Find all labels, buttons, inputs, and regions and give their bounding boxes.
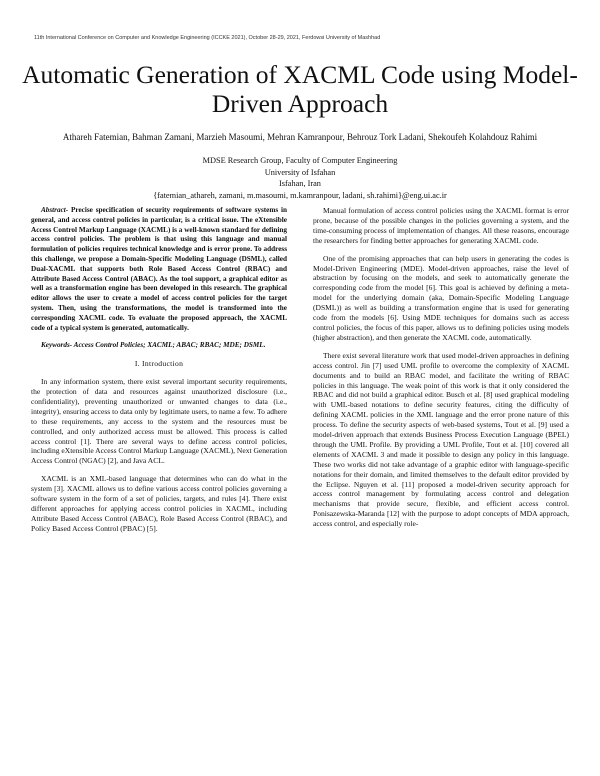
paper-title: Automatic Generation of XACML Code using Model-Driven Approach	[22, 60, 578, 118]
abstract-lead: Abstract-	[41, 206, 69, 214]
affiliation-university: University of Isfahan	[264, 167, 336, 177]
body-paragraph-1: Manual formulation of access control policies using the XACML format is error prone, because of the possible changes in the policies governing a system, and the time-consuming process of implementation of changes. All these reasons, encourage the researchers for finding better approaches for generating XACML code.	[313, 206, 569, 245]
keywords: Keywords- Access Control Policies; XACML; ABAC; RBAC; MDE; DSML.	[41, 341, 266, 350]
abstract-body: Precise specification of security requirements of software systems in general, and access control policies in particular, is a critical issue. The eXtensible Access Control Markup Language (XACML) is a well-known standard for defining access control policies. The problem is that using this language and manual formulation of policies requires technical knowledge and is error prone. To address this challenge, we propose a Domain-Specific Modeling Language (DSML), called Dual-XACML that supports both Role Based Access Control (RBAC) and Attribute Based Access Control (ABAC). As the tool support, a graphical editor as well as a transformation engine has been developed in this research. The graphical editor allows the user to create a model of access control policies for the target system. Then, using the transformations, the model is transformed into the corresponding XACML code. To evaluate the proposed approach, the XACML code of a typical system is generated, automatically.	[31, 206, 287, 332]
affiliation-group: MDSE Research Group, Faculty of Computer Engineering	[202, 156, 398, 165]
affiliation-block	[100, 155, 500, 201]
conference-header: 11th International Conference on Computer and Knowledge Engineering (ICCKE 2021), October 28-29, 2021, Ferdowsi University of Mashhad	[34, 35, 381, 41]
section-heading-introduction: I. Introduction	[134, 359, 184, 369]
body-paragraph-2: One of the promising approaches that can help users in generating the codes is Model-Driven Engineering (MDE). Model-driven approaches, raise the level of abstraction by focusing on the models, and seek to automatically generate the corresponding code from the model [6]. This goal is achieved by defining a meta-model for the underlying domain (aka, Domain-Specific Modeling Language (DSML)) as well as building a transformation engine that is used for generating code from the models [6]. Using MDE techniques for domains such as access control policies, the focus of this paper, allows us to defining policies using models (higher abstraction), and then generate the XACML code, automatically.	[313, 253, 569, 342]
affiliation-emails: {fatemian_athareh, zamani, m.masoumi, m.kamranpour, ladani, sh.rahimi}@eng.ui.ac.ir	[153, 190, 447, 200]
intro-paragraph-2: XACML is an XML-based language that determines who can do what in the system [3]. XACML allows us to define various access control policies governing a software system in the form of a set of policies, targets, and rules [4]. There exist different approaches for applying access control policies in XACML, including Attribute Based Access Control (ABAC), Role Based Access Control (RBAC), and Policy Based Access Control (PBAC) [5].	[31, 474, 287, 533]
affiliation-city: Isfahan, Iran	[279, 179, 321, 188]
body-paragraph-3: There exist several literature work that used model-driven approaches in defining access control. Jin [7] used UML profile to overcome the complexity of XACML documents and to build an RBAC model, and facilitate the writing of RBAC policies in this language. The weak point of this work is that it only considered the RBAC and did not build a graphical editor. Busch et al. [8] used graphical modeling with UML-based notations to define security features, citing the difficulty of defining XACML policies in the XML language and the error prone nature of this process. To define the security aspects of web-based systems, Tout et al. [9] used a model-driven approach that extends Business Process Execution Language (BPEL) through the UML Profile. By providing a UML Profile, Tout et al. [10] covered all elements of XACML 3 and made it possible to design any policy in this language. These two works did not take advantage of a graphic editor with language-specific notations for their domain, and limited themselves to the default editor provided by the Eclipse. Nguyen et al. [11] proposed a model-driven security approach for access control management by formulating access control and delegation mechanisms that provide secure, flexible, and efficient access control. Ponisazewska-Maranda [12] with the purpose to adopt concepts of MDA approach, access control, and especially role-	[313, 350, 569, 529]
author-list: Athareh Fatemian, Bahman Zamani, Marzieh Masoumi, Mehran Kamranpour, Behrouz Tork Ladani, Shekoufeh Kolahdouz Rahimi	[62, 132, 538, 142]
right-column	[313, 206, 569, 537]
left-column	[31, 206, 287, 542]
abstract	[31, 206, 287, 333]
intro-paragraph-1: In any information system, there exist several important security requirements, the protection of data and resources against unauthorized disclosure (i.e., confidentiality), preventing unauthorized or unwanted changes to data (i.e., integrity), ensuring access to data only by legitimate users, to name a few. To adhere to these requirements, any access to the system and the resources must be controlled, and only authorized access must be allowed. This process is called access control [1]. There are several ways to define access control policies, including eXtensible Access Control Markup Language (XACML), Next Generation Access Control (NGAC) [2], and Java ACL.	[31, 377, 287, 466]
